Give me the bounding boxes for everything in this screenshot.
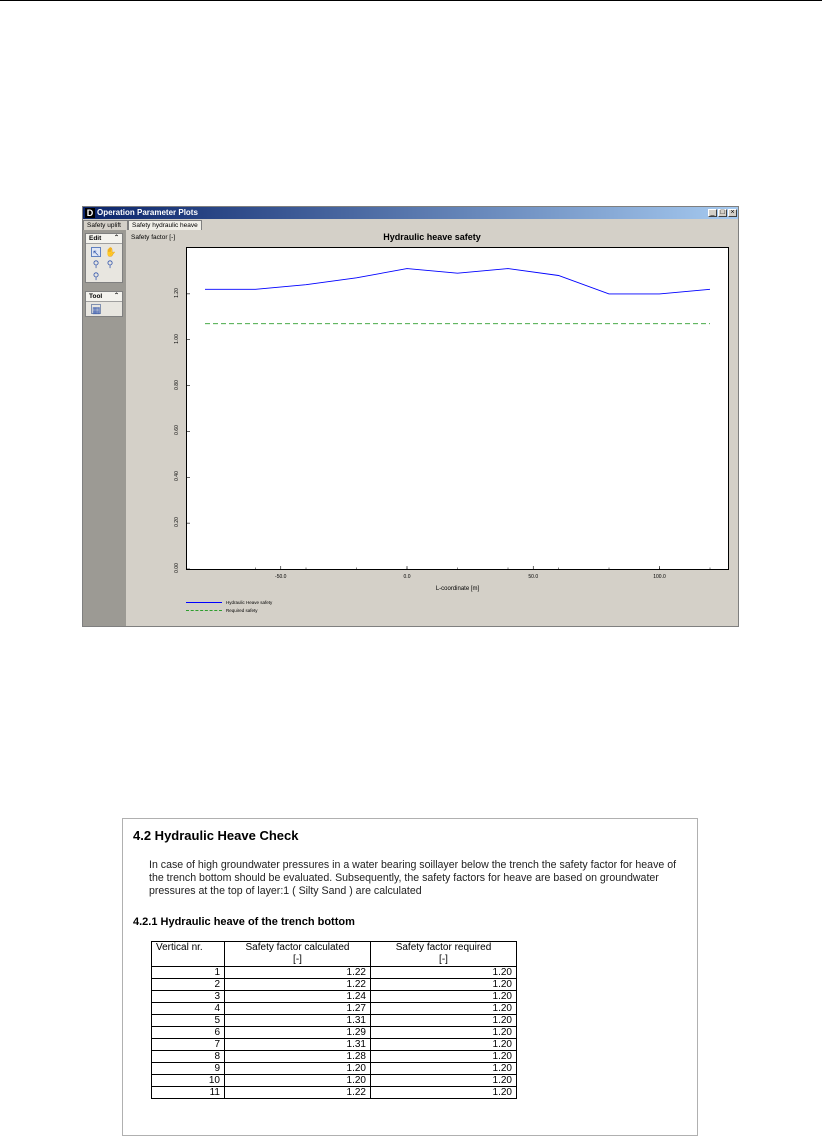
table-cell: 1.24 <box>225 991 371 1003</box>
window-titlebar[interactable] <box>83 207 738 219</box>
legend-swatch <box>186 610 222 611</box>
table-cell: 6 <box>152 1027 225 1039</box>
table-cell: 5 <box>152 1015 225 1027</box>
plot-frame[interactable] <box>186 247 729 570</box>
table-cell: 9 <box>152 1063 225 1075</box>
y-tick-label: 0.40 <box>173 471 180 482</box>
table-cell: 1.27 <box>225 1003 371 1015</box>
table-cell: 1.20 <box>371 1075 517 1087</box>
table-cell: 2 <box>152 979 225 991</box>
table-cell: 1.20 <box>371 1003 517 1015</box>
safety-factor-table <box>151 941 517 1099</box>
table-cell: 1.22 <box>225 1087 371 1099</box>
legend-swatch <box>186 602 222 603</box>
table-row <box>152 979 517 991</box>
tab-safety-hydraulic-heave[interactable]: Safety hydraulic heave <box>128 220 202 230</box>
table-cell: 1.20 <box>371 979 517 991</box>
tool-panel <box>85 291 123 317</box>
x-tick-label: 50.0 <box>528 574 539 580</box>
table-row <box>152 1051 517 1063</box>
legend-label: Hydraulic Heave safety <box>226 600 273 605</box>
maximize-icon[interactable]: □ <box>718 209 727 217</box>
table-header-row <box>152 942 517 967</box>
table-cell: 1.22 <box>225 979 371 991</box>
table-cell: 4 <box>152 1003 225 1015</box>
table-cell: 1.31 <box>225 1015 371 1027</box>
y-tick-label: 0.20 <box>173 517 180 528</box>
edit-panel <box>85 233 123 283</box>
chart-area <box>126 230 738 626</box>
y-tick-label: 1.20 <box>173 287 180 298</box>
plot-svg <box>187 248 728 569</box>
export-icon[interactable]: ▦ <box>92 305 101 315</box>
close-icon[interactable]: × <box>728 209 737 217</box>
zoom-extents-icon[interactable]: ⚲ <box>92 271 100 281</box>
y-axis-title: Safety factor [-] <box>131 234 176 241</box>
column-header: Safety factor calculated [-] <box>225 942 371 967</box>
table-cell: 11 <box>152 1087 225 1099</box>
y-tick-label: 0.60 <box>173 425 180 436</box>
table-cell: 7 <box>152 1039 225 1051</box>
x-axis-title: L-coordinate [m] <box>435 586 480 592</box>
table-cell: 1.28 <box>225 1051 371 1063</box>
app-logo-icon: D <box>86 208 94 218</box>
page-top-rule <box>0 0 822 1</box>
table-cell: 3 <box>152 991 225 1003</box>
tool-sidebar <box>83 230 126 626</box>
table-cell: 1.29 <box>225 1027 371 1039</box>
table-row <box>152 1087 517 1099</box>
paragraph-line: pressures at the top of layer:1 ( Silty Sand ) are calculated <box>149 885 422 897</box>
table-cell: 1 <box>152 967 225 979</box>
section-heading: 4.2 Hydraulic Heave Check <box>133 828 299 843</box>
y-tick-label: 1.00 <box>173 333 180 344</box>
x-tick-label: -50.0 <box>275 574 287 580</box>
table-cell: 1.20 <box>371 1087 517 1099</box>
table-row <box>152 1027 517 1039</box>
heave-safety-line <box>205 269 710 294</box>
y-tick-label: 0.00 <box>173 563 180 573</box>
table-cell: 1.31 <box>225 1039 371 1051</box>
legend-item-required <box>186 608 258 614</box>
tab-safety-uplift[interactable]: Safety uplift <box>83 220 128 230</box>
window-title: Operation Parameter Plots <box>97 208 198 217</box>
chart-title: Hydraulic heave safety <box>383 232 481 242</box>
operation-parameter-plots-window <box>82 206 739 627</box>
subsection-heading: 4.2.1 Hydraulic heave of the trench bottom <box>133 916 355 928</box>
table-cell: 1.20 <box>371 1063 517 1075</box>
section-paragraph <box>149 859 699 898</box>
table-cell: 8 <box>152 1051 225 1063</box>
edit-panel-title: Edit <box>89 235 102 242</box>
zoom-out-icon[interactable]: ⚲ <box>106 259 114 269</box>
table-row <box>152 1039 517 1051</box>
pan-icon[interactable]: ✋ <box>105 247 117 257</box>
minimize-icon[interactable]: _ <box>708 209 717 217</box>
legend-item-heave <box>186 600 272 606</box>
column-header: Safety factor required [-] <box>371 942 517 967</box>
report-section <box>122 818 698 1136</box>
table-cell: 1.20 <box>371 967 517 979</box>
paragraph-line: In case of high groundwater pressures in a water bearing soillayer below the trench the safety factor for heave of <box>149 859 677 871</box>
select-icon[interactable]: ↖ <box>92 248 100 258</box>
table-cell: 1.20 <box>371 1015 517 1027</box>
collapse-chevron-icon[interactable]: ⌃ <box>113 293 119 299</box>
table-cell: 10 <box>152 1075 225 1087</box>
table-row <box>152 1015 517 1027</box>
plot-tabs <box>83 220 738 230</box>
table-row <box>152 967 517 979</box>
table-cell: 1.22 <box>225 967 371 979</box>
y-tick-label: 0.80 <box>173 379 180 390</box>
table-cell: 1.20 <box>371 1039 517 1051</box>
paragraph-line: the trench bottom should be evaluated. Subsequently, the safety factors for heave are based on groundwater <box>149 872 659 884</box>
x-tick-label: 0.0 <box>403 574 411 580</box>
table-cell: 1.20 <box>371 1051 517 1063</box>
table-row <box>152 991 517 1003</box>
x-tick-label: 100.0 <box>653 574 666 580</box>
table-cell: 1.20 <box>371 991 517 1003</box>
tool-panel-title: Tool <box>89 293 103 300</box>
zoom-in-icon[interactable]: ⚲ <box>92 259 100 269</box>
table-cell: 1.20 <box>371 1027 517 1039</box>
table-cell: 1.20 <box>225 1063 371 1075</box>
table-row <box>152 1075 517 1087</box>
collapse-chevron-icon[interactable]: ⌃ <box>113 235 119 241</box>
table-row <box>152 1003 517 1015</box>
table-cell: 1.20 <box>225 1075 371 1087</box>
table-row <box>152 1063 517 1075</box>
column-header: Vertical nr. <box>152 942 225 967</box>
legend-label: Required safety <box>226 608 258 613</box>
